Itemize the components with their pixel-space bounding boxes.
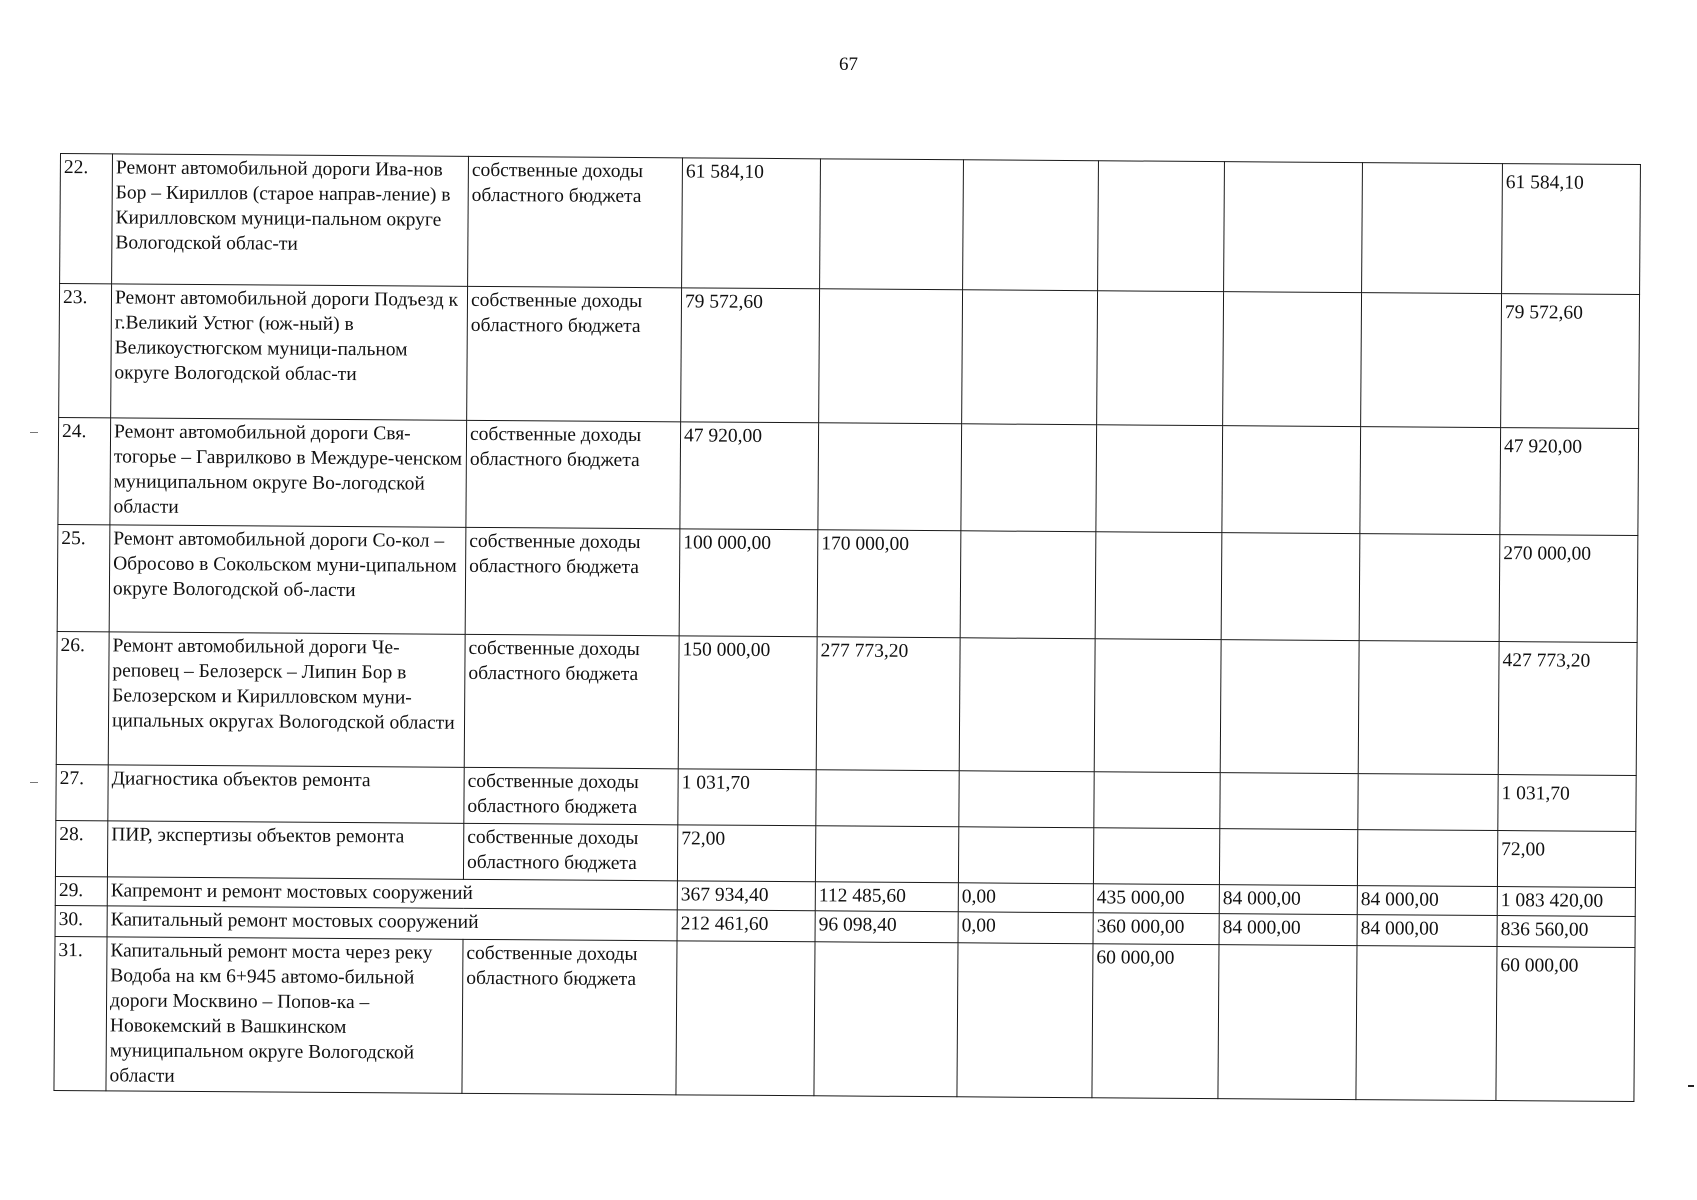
- row-value-4: [1093, 828, 1219, 885]
- table-row: [56, 631, 1637, 775]
- row-name: Диагностика объектов ремонта: [108, 765, 464, 823]
- row-value-4: [1096, 425, 1223, 533]
- row-number: 24.: [58, 417, 111, 524]
- row-value-5: [1223, 292, 1362, 427]
- row-source: собственные доходы областного бюджета: [464, 634, 679, 768]
- row-value-5: [1220, 640, 1359, 774]
- row-total: 1 031,70: [1498, 775, 1636, 832]
- row-value-5: [1224, 162, 1363, 293]
- row-source: собственные доходы областного бюджета: [462, 939, 677, 1094]
- row-source: собственные доходы областного бюджета: [467, 286, 682, 421]
- budget-table: [53, 153, 1641, 1102]
- row-source: собственные доходы областного бюджета: [465, 527, 680, 635]
- row-number: 22.: [60, 154, 113, 284]
- row-value-4: [1095, 532, 1222, 640]
- row-value-6: 84 000,00: [1357, 915, 1497, 947]
- row-source: собственные доходы областного бюджета: [463, 823, 677, 880]
- row-value-3: [959, 638, 1095, 772]
- row-name: Ремонт автомобильной дороги Свя-тогорье – Гаврилково в Междуре-ченском муниципальном округе Во-логодской области: [110, 418, 467, 527]
- row-value-3: [962, 290, 1098, 425]
- row-value-4: 60 000,00: [1092, 944, 1219, 1099]
- row-value-5: [1222, 426, 1361, 534]
- table-row: [54, 936, 1635, 1101]
- row-value-6: [1362, 163, 1503, 294]
- row-value-3: [957, 943, 1093, 1098]
- row-source: собственные доходы областного бюджета: [466, 420, 681, 528]
- row-name: ПИР, экспертизы объектов ремонта: [107, 821, 463, 879]
- row-value-1: 72,00: [677, 825, 815, 882]
- row-name: Капремонт и ремонт мостовых сооружений: [107, 877, 677, 910]
- row-value-5: [1219, 829, 1357, 886]
- row-value-5: [1218, 945, 1357, 1100]
- row-value-6: [1358, 774, 1498, 831]
- row-number: 29.: [55, 876, 107, 905]
- row-value-4: 360 000,00: [1093, 913, 1219, 945]
- row-total: 60 000,00: [1496, 947, 1635, 1102]
- row-total: 79 572,60: [1501, 294, 1640, 429]
- row-value-4: 435 000,00: [1093, 884, 1219, 914]
- row-value-2: [814, 942, 958, 1097]
- row-value-3: [963, 160, 1099, 291]
- row-value-2: 277 773,20: [816, 637, 960, 771]
- page-number: 67: [839, 54, 858, 75]
- row-value-6: [1357, 830, 1497, 887]
- row-number: 25.: [57, 524, 110, 631]
- row-value-4: [1098, 161, 1225, 292]
- row-value-1: 212 461,60: [677, 910, 815, 942]
- row-value-5: [1221, 533, 1360, 641]
- row-value-1: 79 572,60: [681, 288, 820, 423]
- row-value-2: [818, 423, 962, 531]
- scan-mark: [30, 782, 38, 783]
- row-value-3: [958, 827, 1093, 884]
- row-value-3: [959, 771, 1094, 828]
- row-value-1: 367 934,40: [677, 881, 815, 911]
- row-value-6: [1358, 641, 1499, 775]
- row-value-3: 0,00: [958, 883, 1093, 913]
- row-value-4: [1094, 772, 1220, 829]
- scan-mark: [30, 432, 38, 433]
- row-value-4: [1097, 291, 1224, 426]
- row-source: собственные доходы областного бюджета: [464, 767, 678, 824]
- row-name: Ремонт автомобильной дороги Подъезд к г.Великий Устюг (юж-ный) в Великоустюгском муници-пальном округе Вологодской облас-ти: [111, 284, 468, 420]
- row-total: 270 000,00: [1499, 535, 1638, 643]
- row-value-6: [1356, 946, 1497, 1101]
- row-number: 31.: [54, 936, 107, 1090]
- row-value-3: [961, 424, 1097, 532]
- row-value-3: [960, 531, 1096, 639]
- row-value-1: [676, 941, 815, 1096]
- row-value-5: 84 000,00: [1219, 914, 1357, 946]
- margin-tick: [1688, 1085, 1694, 1087]
- row-value-1: 47 920,00: [680, 422, 819, 530]
- row-value-1: 1 031,70: [678, 769, 816, 826]
- row-value-6: 84 000,00: [1357, 886, 1497, 916]
- row-value-5: 84 000,00: [1219, 885, 1357, 915]
- row-source: собственные доходы областного бюджета: [468, 156, 683, 287]
- row-total: 836 560,00: [1497, 916, 1635, 948]
- row-number: 23.: [59, 284, 112, 418]
- row-value-2: 96 098,40: [815, 911, 958, 943]
- row-name: Ремонт автомобильной дороги Че-реповец – Белозерск – Липин Бор в Белозерском и Кирилловском муни-ципальных округах Вологодской области: [108, 632, 465, 767]
- row-value-6: [1361, 293, 1502, 428]
- row-name: Капитальный ремонт моста через реку Водоба на км 6+945 автомо-бильной дороги Москвино – Попов-ка – Новокемский в Вашкинском муниципальном округе Вологодской области: [106, 937, 463, 1093]
- row-number: 27.: [56, 764, 108, 820]
- row-number: 30.: [55, 905, 107, 936]
- row-value-4: [1094, 639, 1221, 773]
- row-total: 427 773,20: [1498, 642, 1637, 776]
- table-row: [58, 417, 1639, 535]
- row-value-1: 61 584,10: [682, 158, 821, 289]
- row-name: Ремонт автомобильной дороги Ива-нов Бор – Кириллов (старое направ-ление) в Кирилловском муници-пальном округе Вологодской облас-ти: [112, 154, 469, 286]
- row-value-2: [816, 770, 959, 827]
- row-value-3: 0,00: [958, 912, 1093, 944]
- row-name: Капитальный ремонт мостовых сооружений: [107, 906, 677, 941]
- table-row: [57, 524, 1638, 642]
- row-total: 61 584,10: [1502, 164, 1641, 295]
- row-total: 72,00: [1497, 831, 1635, 888]
- row-value-1: 100 000,00: [679, 529, 818, 637]
- row-value-2: [819, 289, 963, 424]
- row-value-6: [1359, 534, 1500, 642]
- row-value-2: [815, 826, 958, 883]
- row-total: 1 083 420,00: [1497, 887, 1635, 917]
- row-value-2: [820, 159, 964, 290]
- row-total: 47 920,00: [1500, 428, 1639, 536]
- table-row: [59, 284, 1640, 429]
- row-number: 26.: [56, 631, 109, 764]
- row-value-6: [1360, 427, 1501, 535]
- table-row: [60, 154, 1641, 295]
- row-value-2: 112 485,60: [815, 882, 958, 912]
- row-value-1: 150 000,00: [678, 636, 817, 770]
- row-value-5: [1220, 773, 1358, 830]
- row-number: 28.: [55, 820, 107, 876]
- row-value-2: 170 000,00: [817, 530, 961, 638]
- row-name: Ремонт автомобильной дороги Со-кол – Обросово в Сокольском муни-ципальном округе Вологодской об-ласти: [109, 525, 466, 634]
